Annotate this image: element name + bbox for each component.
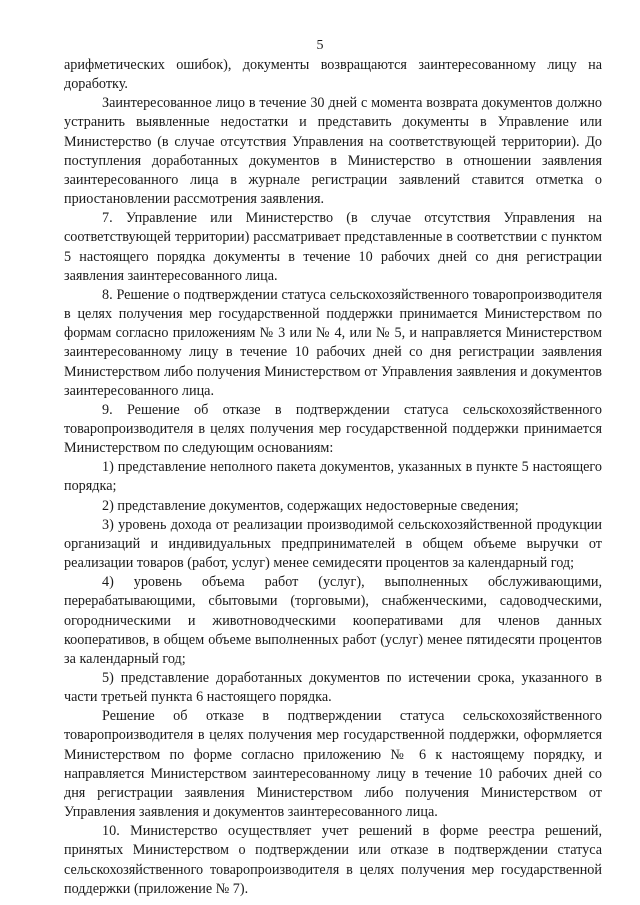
paragraph-revision-term: Заинтересованное лицо в течение 30 дней с момента возврата документов должно устранить выявленные недостатки и представить документы в Управление или Министерство (в случае отсутствия Управления на соответствующей территории). До поступления доработанных документов в Министерство в отношении заявления заинтересованного лица в журнале регистрации заявлений ставится отметка о приостановлении рассмотрения заявления. (64, 95, 602, 208)
list-item-ground-1: 1) представление неполного пакета документов, указанных в пункте 5 настоящего порядка; (64, 459, 602, 495)
paragraph-clause-9: 9. Решение об отказе в подтверждении статуса сельскохозяйственного товаропроизводителя в целях получения мер государственной поддержки принимается Министерством по следующим основаниям: (64, 401, 602, 457)
list-item-ground-3: 3) уровень дохода от реализации производимой сельскохозяйственной продукции организаций и индивидуальных предпринимателей в общем объеме выручки от реализации товаров (работ, услуг) менее семидесяти процентов за календарный год; (64, 516, 602, 572)
paragraph-clause-8: 8. Решение о подтверждении статуса сельскохозяйственного товаропроизводителя в целях получения мер государственной поддержки принимается Министерством по формам согласно приложениям № 3 или № 4, или № 5, и направляется Министерством заинтересованному лицу в течение 10 рабочих дней со дня регистрации заявления Министерством либо получения Министерством от Управления заявления и документов заинтересованного лица. (64, 286, 602, 399)
list-item-ground-2: 2) представление документов, содержащих недостоверные сведения; (102, 497, 519, 514)
paragraph-clause-10: 10. Министерство осуществляет учет решений в форме реестра решений, принятых Министерством о подтверждении или отказе в подтверждении статуса сельскохозяйственного товаропроизводителя в целях получения мер государственной поддержки (приложение № 7). (64, 823, 602, 897)
list-item-ground-5: 5) представление доработанных документов по истечении срока, указанного в части третьей пункта 6 настоящего порядка. (64, 670, 602, 706)
paragraph-clause-7: 7. Управление или Министерство (в случае отсутствия Управления на соответствующей территории) рассматривает представленные в соответствии с пунктом 5 настоящего порядка документы в течение 10 рабочих дней со дня регистрации заявления заинтересованного лица. (64, 210, 602, 284)
paragraph-continuation: арифметических ошибок), документы возвращаются заинтересованному лицу на доработку. (64, 57, 602, 93)
list-item-ground-4: 4) уровень объема работ (услуг), выполненных обслуживающими, перерабатывающими, сбытовыми (торговыми), снабженческими, садоводческими, огородническими и животноводческими кооперативами для членов данных кооперативов, в общем объеме выполненных работ (услуг) менее пятидесяти процентов за календарный год; (64, 574, 602, 667)
page-number: 5 (316, 38, 324, 53)
paragraph-refusal-decision: Решение об отказе в подтверждении статуса сельскохозяйственного товаропроизводителя в целях получения мер государственной поддержки, оформляется Министерством по форме согласно приложению № 6 к настоящему порядку, и направляется Министерством заинтересованному лицу в течение 10 рабочих дней со дня регистрации заявления Министерством либо получения Министерством от Управления заявления и документов заинтересованного лица. (64, 708, 602, 821)
document-body (64, 56, 602, 899)
